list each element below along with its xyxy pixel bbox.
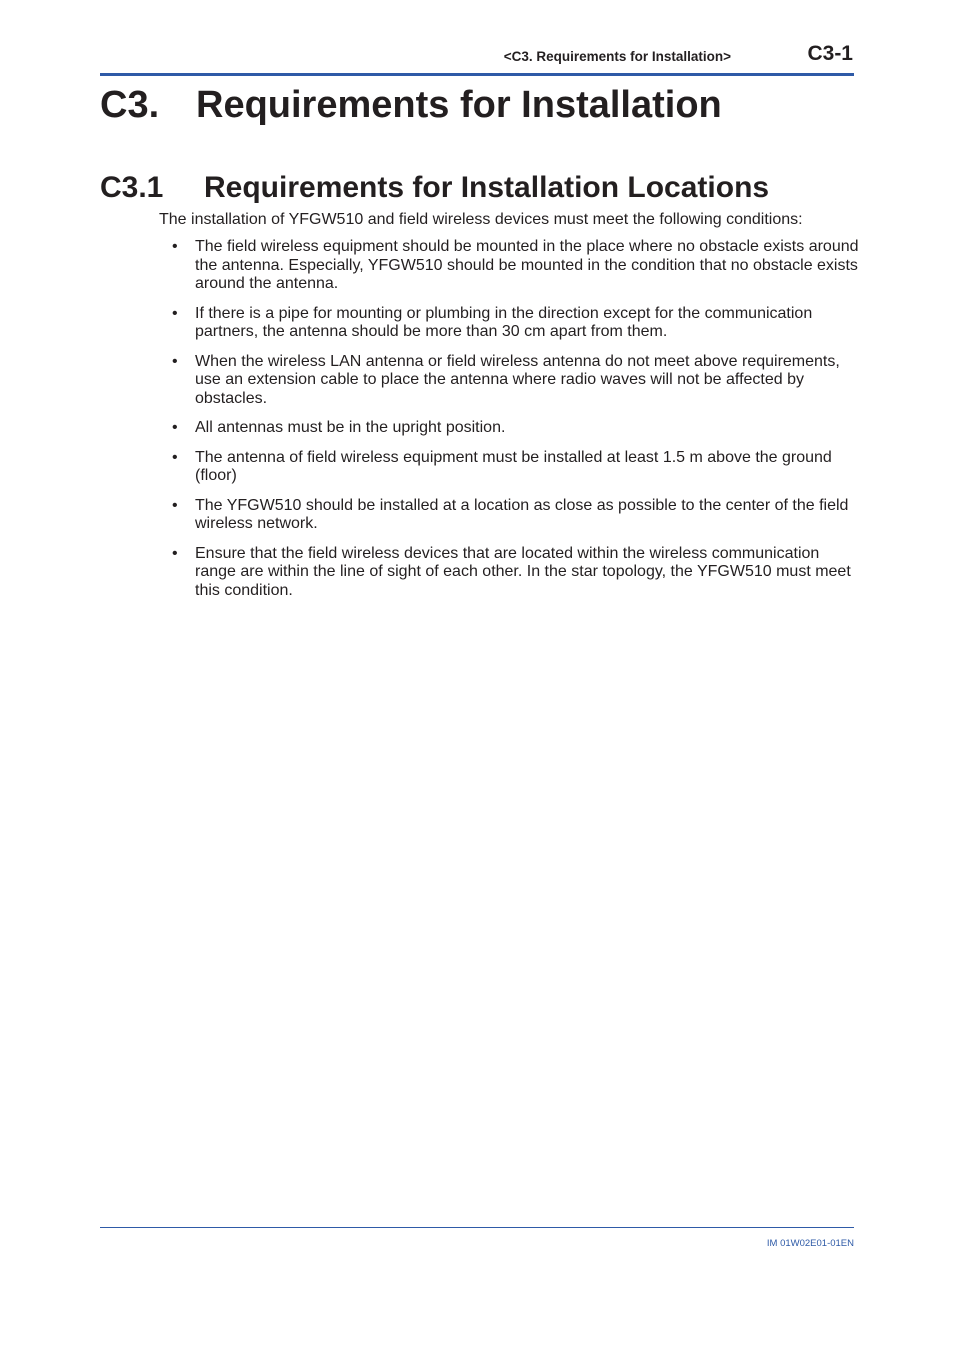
bullet-icon: •	[172, 419, 178, 436]
chapter-title	[100, 82, 722, 128]
bullet-icon: •	[172, 304, 178, 322]
list-item-text: The YFGW510 should be installed at a location as close as possible to the center of the field wireless network.	[195, 496, 849, 532]
list-item-text: The field wireless equipment should be mounted in the place where no obstacle exists around the antenna. Especially, YFGW510 should be mounted in the condition that no obstacle exists around the antenna.	[195, 238, 859, 292]
list-item	[159, 497, 859, 534]
list-item	[159, 449, 859, 486]
list-item-text: When the wireless LAN antenna or field wireless antenna do not meet above requirements, use an extension cable to place the antenna where radio waves will not be affected by obstacles.	[195, 352, 840, 407]
list-item-text: If there is a pipe for mounting or plumbing in the direction except for the communication partners, the antenna should be more than 30 cm apart from them.	[195, 304, 813, 340]
header-rule	[100, 73, 854, 76]
intro-paragraph: The installation of YFGW510 and field wireless devices must meet the following conditions:	[159, 211, 803, 228]
list-item	[159, 238, 859, 294]
list-item	[159, 419, 859, 438]
document-id: IM 01W02E01-01EN	[766, 1238, 854, 1249]
conditions-list	[159, 238, 859, 611]
bullet-icon: •	[172, 496, 178, 514]
chapter-number: C3.	[100, 84, 160, 126]
section-title-text: Requirements for Installation Locations	[204, 171, 770, 204]
section-title	[100, 170, 769, 206]
footer-rule	[100, 1227, 854, 1228]
bullet-icon: •	[172, 544, 178, 562]
list-item	[159, 353, 859, 409]
section-number: C3.1	[100, 171, 164, 204]
list-item	[159, 305, 859, 342]
bullet-icon: •	[172, 448, 178, 466]
list-item	[159, 545, 859, 601]
list-item-text: Ensure that the field wireless devices that are located within the wireless communication range are within the line of sight of each other. In the star topology, the YFGW510 must meet this condition.	[195, 544, 851, 599]
list-item-text: The antenna of field wireless equipment must be installed at least 1.5 m above the ground (floor)	[195, 448, 832, 484]
header-section-reference: <C3. Requirements for Installation>	[503, 49, 731, 64]
running-header	[100, 40, 854, 70]
page-number: C3-1	[807, 42, 853, 65]
bullet-icon: •	[172, 238, 178, 255]
chapter-title-text: Requirements for Installation	[196, 84, 722, 126]
bullet-icon: •	[172, 352, 178, 370]
list-item-text: All antennas must be in the upright position.	[195, 419, 506, 436]
